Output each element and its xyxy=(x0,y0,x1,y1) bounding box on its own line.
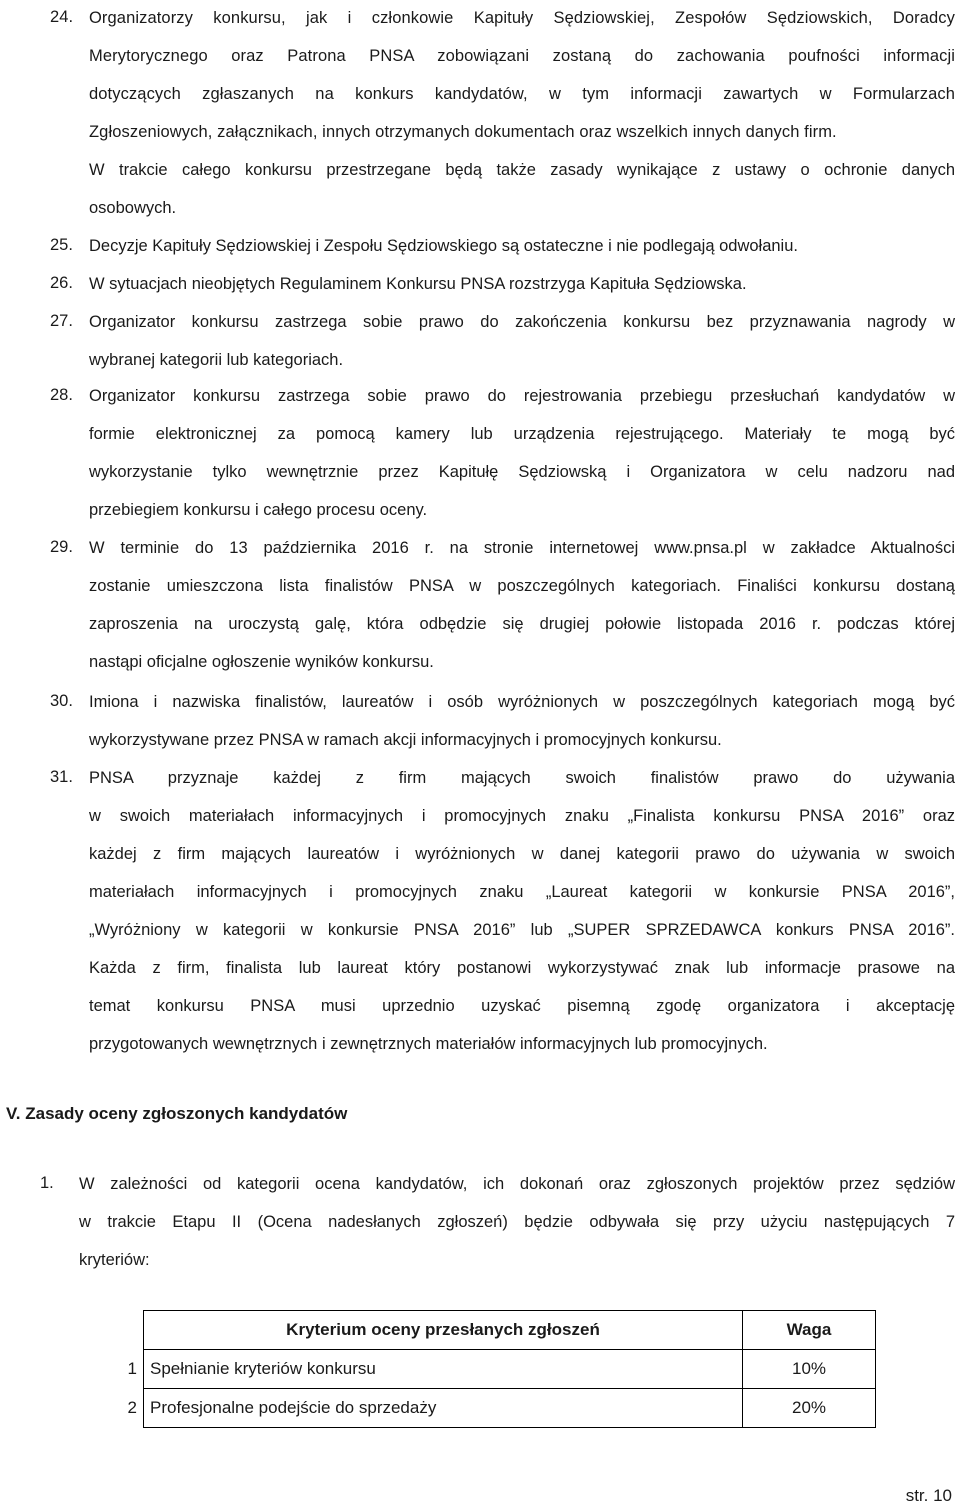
weight-cell: 10% xyxy=(743,1350,876,1389)
item-line: „Wyróżniony w kategorii w konkursie PNSA 2016” lub „SUPER SPRZEDAWCA konkurs PNSA 2016”. xyxy=(89,921,955,939)
item-line: W zależności od kategorii ocena kandydatów, ich dokonań oraz zgłoszonych projektów przez sędziów xyxy=(79,1175,955,1193)
item-line: Zgłoszeniowych, załącznikach, innych otrzymanych dokumentach oraz wszelkich innych danych firm. xyxy=(89,123,837,141)
item-line: wybranej kategorii lub kategoriach. xyxy=(89,351,344,369)
item-line: materiałach informacyjnych i promocyjnych znaku „Laureat kategorii w konkursie PNSA 2016”, xyxy=(89,883,955,901)
item-number: 24. xyxy=(50,8,74,26)
item-line: kryteriów: xyxy=(79,1251,150,1269)
item-line: Organizator konkursu zastrzega sobie prawo do zakończenia konkursu bez przyznawania nagrody w xyxy=(89,313,955,331)
item-line: Organizator konkursu zastrzega sobie prawo do rejestrowania przebiegu przesłuchań kandydatów w xyxy=(89,387,955,405)
table-header-weight: Waga xyxy=(743,1311,876,1350)
table-row xyxy=(121,1350,876,1389)
item-number: 30. xyxy=(50,692,73,710)
table-cell xyxy=(121,1311,144,1350)
table-header-criterion: Kryterium oceny przesłanych zgłoszeń xyxy=(144,1311,743,1350)
item-number: 28. xyxy=(50,386,73,404)
item-number: 27. xyxy=(50,312,73,330)
item-line: przebiegiem konkursu i całego procesu oceny. xyxy=(89,501,428,519)
item-number: 26. xyxy=(50,274,73,292)
table-row xyxy=(121,1389,876,1428)
weight-cell: 20% xyxy=(743,1389,876,1428)
page-number: str. 10 xyxy=(905,1486,952,1505)
item-line: W trakcie całego konkursu przestrzegane będą także zasady wynikające z ustawy o ochronie danych xyxy=(89,161,955,179)
item-line: W sytuacjach nieobjętych Regulaminem Konkursu PNSA rozstrzyga Kapituła Sędziowska. xyxy=(89,275,747,293)
item-line: wykorzystanie tylko wewnętrznie przez Kapitułę Sędziowską i Organizatora w celu nadzoru nad xyxy=(89,463,955,481)
item-line: Każda z firm, finalista lub laureat który postanowi wykorzystywać znak lub informacje prasowe na xyxy=(89,959,955,977)
item-line: w swoich materiałach informacyjnych i promocyjnych znaku „Finalista konkursu PNSA 2016” oraz xyxy=(89,807,955,825)
item-line: PNSA przyznaje każdej z firm mających swoich finalistów prawo do używania xyxy=(89,769,955,787)
item-line: w trakcie Etapu II (Ocena nadesłanych zgłoszeń) będzie odbywała się przy użyciu następujących 7 xyxy=(79,1213,955,1231)
row-index: 2 xyxy=(127,1398,137,1417)
item-line: każdej z firm mających laureatów i wyróżnionych w danej kategorii prawo do używania w swoich xyxy=(89,845,955,863)
criterion-cell: Profesjonalne podejście do sprzedaży xyxy=(144,1389,743,1428)
item-number: 1. xyxy=(40,1174,54,1192)
table-header-row xyxy=(121,1311,876,1350)
item-line: zostanie umieszczona lista finalistów PNSA w poszczególnych kategoriach. Finaliści konkursu dostaną xyxy=(89,577,955,595)
section-heading: V. Zasady oceny zgłoszonych kandydatów xyxy=(6,1104,348,1123)
item-line: dotyczących zgłaszanych na konkurs kandydatów, w tym informacji zawartych w Formularzach xyxy=(89,85,955,103)
item-number: 29. xyxy=(50,538,73,556)
criteria-table xyxy=(121,1310,876,1428)
item-line: W terminie do 13 października 2016 r. na stronie internetowej www.pnsa.pl w zakładce Aktualności xyxy=(89,539,955,557)
item-number: 25. xyxy=(50,236,73,254)
item-line: zaproszenia na uroczystą galę, która odbędzie się drugiej połowie listopada 2016 r. podczas której xyxy=(89,615,955,633)
item-line: formie elektronicznej za pomocą kamery lub urządzenia rejestrującego. Materiały te mogą być xyxy=(89,425,955,443)
item-line: Imiona i nazwiska finalistów, laureatów i osób wyróżnionych w poszczególnych kategoriach mogą być xyxy=(89,693,955,711)
item-line: przygotowanych wewnętrznych i zewnętrznych materiałów informacyjnych lub promocyjnych. xyxy=(89,1035,768,1053)
item-line: Organizatorzy konkursu, jak i członkowie Kapituły Sędziowskiej, Zespołów Sędziowskich, Doradcy xyxy=(89,9,955,27)
item-number: 31. xyxy=(50,768,73,786)
row-index: 1 xyxy=(127,1359,137,1378)
item-line: temat konkursu PNSA musi uprzednio uzyskać pisemną zgodę organizatora i akceptację xyxy=(89,997,955,1015)
item-line: wykorzystywane przez PNSA w ramach akcji informacyjnych i promocyjnych konkursu. xyxy=(89,731,722,749)
item-line: nastąpi oficjalne ogłoszenie wyników konkursu. xyxy=(89,653,434,671)
item-line: osobowych. xyxy=(89,199,177,217)
item-line: Decyzje Kapituły Sędziowskiej i Zespołu Sędziowskiego są ostateczne i nie podlegają odwołaniu. xyxy=(89,237,798,255)
criterion-cell: Spełnianie kryteriów konkursu xyxy=(144,1350,743,1389)
item-line: Merytorycznego oraz Patrona PNSA zobowiązani zostaną do zachowania poufności informacji xyxy=(89,47,955,65)
